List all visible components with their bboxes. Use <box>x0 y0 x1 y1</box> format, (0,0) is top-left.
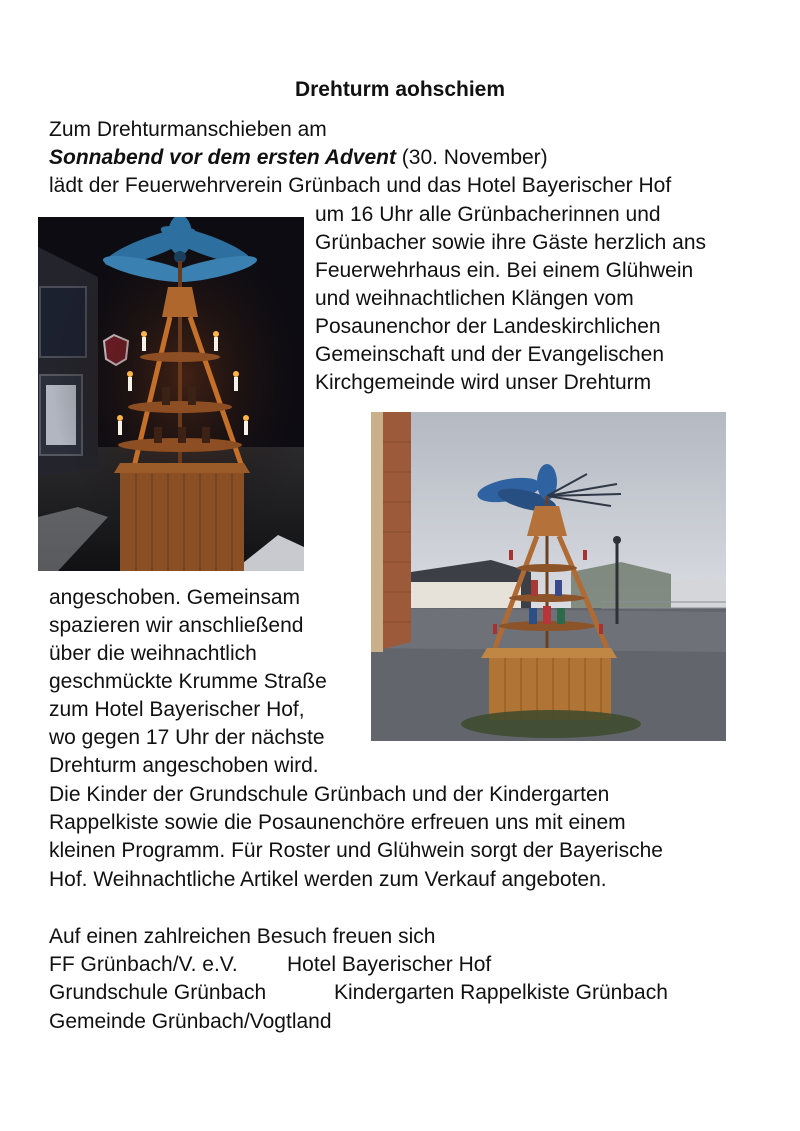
left-text-line: Drehturm angeschoben wird. <box>49 754 319 777</box>
org-hotel-bayerischer-hof: Hotel Bayerischer Hof <box>287 953 492 976</box>
paragraph-line: Hof. Weihnachtliche Artikel werden zum Verkauf angeboten. <box>49 868 607 891</box>
paragraph-line: kleinen Programm. Für Roster und Glühwein sorgt der Bayerische <box>49 839 663 862</box>
left-text-line: geschmückte Krumme Straße <box>49 670 327 693</box>
right-text-line: Gemeinschaft und der Evangelischen <box>315 343 665 366</box>
paragraph-line: Die Kinder der Grundschule Grünbach und der Kindergarten <box>49 783 610 806</box>
right-text-line: Feuerwehrhaus ein. Bei einem Glühwein <box>315 259 694 282</box>
right-text-line: um 16 Uhr alle Grünbacherinnen und <box>315 203 661 226</box>
right-text-line: Grünbacher sowie ihre Gäste herzlich ans <box>315 231 707 254</box>
day-pyramid-photo <box>371 412 726 741</box>
right-text-line: und weihnachtlichen Klängen vom <box>315 287 634 310</box>
paragraph-line: Rappelkiste sowie die Posaunenchöre erfreuen uns mit einem <box>49 811 626 834</box>
intro-line-1: Zum Drehturmanschieben am <box>49 118 327 141</box>
page-title: Drehturm aohschiem <box>294 78 506 101</box>
left-text-line: spazieren wir anschließend <box>49 614 304 637</box>
left-text-line: über die weihnachtlich <box>49 642 257 665</box>
org-gemeinde: Gemeinde Grünbach/Vogtland <box>49 1010 332 1033</box>
left-text-line: wo gegen 17 Uhr der nächste <box>49 726 325 749</box>
left-text-line: angeschoben. Gemeinsam <box>49 586 300 609</box>
closing-line: Auf einen zahlreichen Besuch freuen sich <box>49 925 436 948</box>
right-text-line: Posaunenchor der Landeskirchlichen <box>315 315 661 338</box>
org-ff-gruenbach: FF Grünbach/V. e.V. <box>49 953 238 976</box>
event-date-emphasis: Sonnabend vor dem ersten Advent <box>49 146 396 169</box>
org-grundschule: Grundschule Grünbach <box>49 981 267 1004</box>
org-kindergarten: Kindergarten Rappelkiste Grünbach <box>334 981 668 1004</box>
right-text-line: Kirchgemeinde wird unser Drehturm <box>315 371 652 394</box>
night-pyramid-photo <box>38 217 304 571</box>
left-text-line: zum Hotel Bayerischer Hof, <box>49 698 305 721</box>
event-date-detail: (30. November) <box>395 146 548 169</box>
intro-line-3: lädt der Feuerwehrverein Grünbach und das Hotel Bayerischer Hof <box>49 174 672 197</box>
intro-line-2 <box>49 144 548 172</box>
